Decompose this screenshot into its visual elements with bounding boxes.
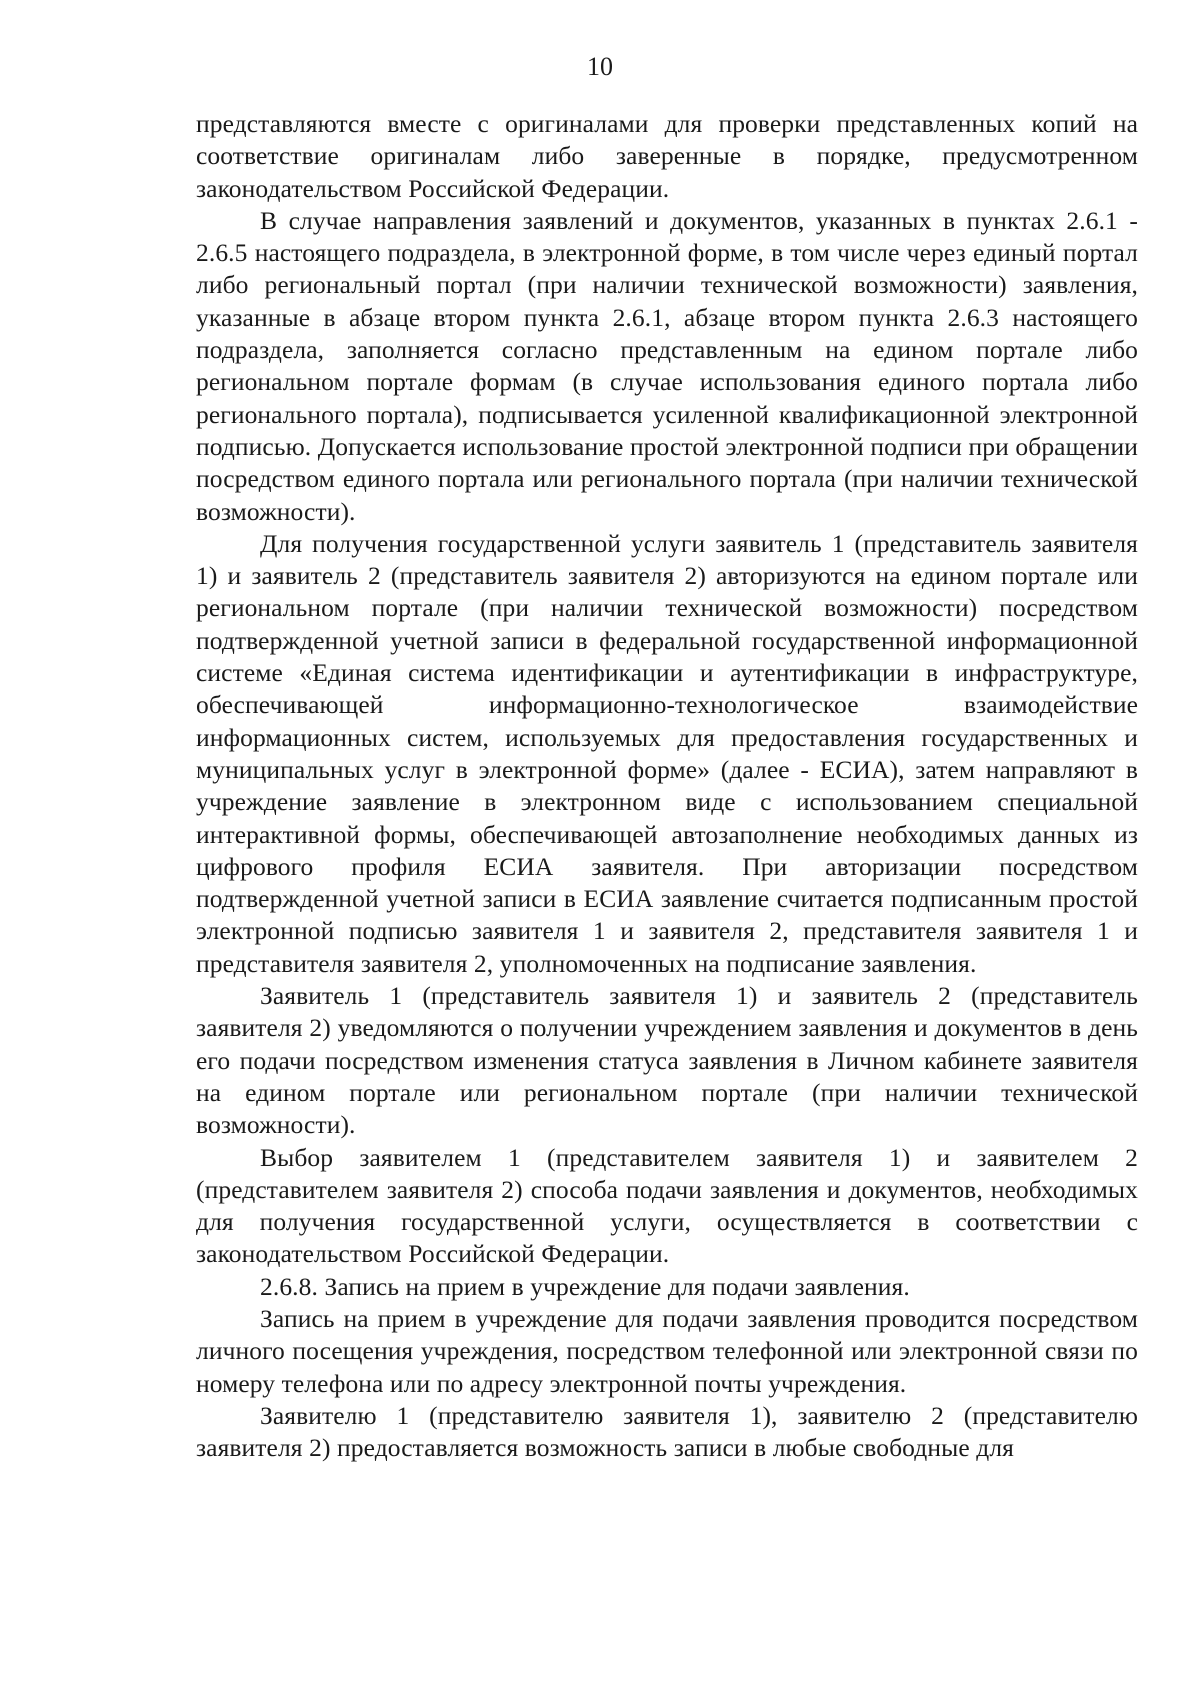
section-heading-2-6-8: 2.6.8. Запись на прием в учреждение для подачи заявления. <box>260 1271 910 1301</box>
paragraph-appointment: Запись на прием в учреждение для подачи заявления проводится посредством личного посещения учреждения, посредством телефонной или электронной связи по номеру телефона или по адресу электронной почты учреждения. <box>196 1303 1138 1398</box>
paragraph-notification: Заявитель 1 (представитель заявителя 1) и заявитель 2 (представитель заявителя 2) уведомляются о получении учреждением заявления и документов в день его подачи посредством изменения статуса заявления в Личном кабинете заявителя на едином портале или региональном портале (при наличии технической возможности). <box>196 981 1138 1140</box>
paragraph-electronic-submission: В случае направления заявлений и документов, указанных в пунктах 2.6.1 - 2.6.5 настоящего подраздела, в электронной форме, в том числе через единый портал либо региональный портал (при наличии технической возможности) заявления, указанные в абзаце втором пункта 2.6.1, абзаце втором пункта 2.6.3 настоящего подраздела, заполняется согласно представленным на едином портале либо региональном портале формам (в случае использования единого портала либо регионального портала), подписывается усиленной квалификационной электронной подписью. Допускается использование простой электронной подписи при обращении посредством единого портала или регионального портала (при наличии технической возможности). <box>196 205 1138 526</box>
paragraph-continuation: представляются вместе с оригиналами для проверки представленных копий на соответствие оригиналам либо заверенные в порядке, предусмотренном законодательством Российской Федерации. <box>196 109 1138 203</box>
paragraph-appointment-slots: Заявителю 1 (представителю заявителя 1), заявителю 2 (представителю заявителя 2) предоставляется возможность записи в любые свободные для <box>196 1400 1138 1463</box>
paragraph-esia-authorization: Для получения государственной услуги заявитель 1 (представитель заявителя 1) и заявитель 2 (представитель заявителя 2) авторизуются на едином портале или региональном портале (при наличии технической возможности) посредством подтвержденной учетной записи в федеральной государственной информационной системе «Единая система идентификации и аутентификации в инфраструктуре, обеспечивающей информационно-технологическое взаимодействие информационных систем, используемых для предоставления государственных и муниципальных услуг в электронной форме» (далее - ЕСИА), затем направляют в учреждение заявление в электронном виде с использованием специальной интерактивной формы, обеспечивающей автозаполнение необходимых данных из цифрового профиля ЕСИА заявителя. При авторизации посредством подтвержденной учетной записи в ЕСИА заявление считается подписанным простой электронной подписью заявителя 1 и заявителя 2, представителя заявителя 1 и представителя заявителя 2, уполномоченных на подписание заявления. <box>196 528 1138 978</box>
paragraph-submission-method: Выбор заявителем 1 (представителем заявителя 1) и заявителем 2 (представителем заявителя 2) способа подачи заявления и документов, необходимых для получения государственной услуги, осуществляется в соответствии с законодательством Российской Федерации. <box>196 1142 1138 1269</box>
page-number: 10 <box>587 52 613 81</box>
document-body <box>196 108 1138 1464</box>
